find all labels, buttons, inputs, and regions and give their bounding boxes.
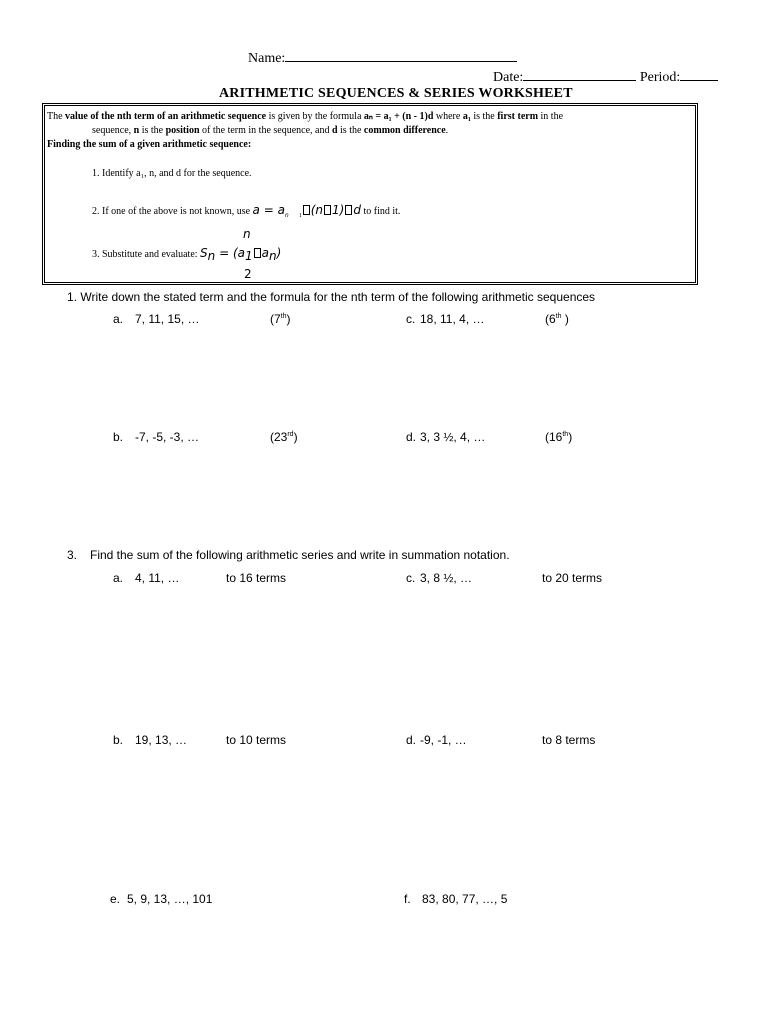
date-blank[interactable] — [523, 66, 636, 81]
q3-f-sequence: 83, 80, 77, …, 5 — [422, 892, 508, 906]
name-field[interactable] — [248, 47, 517, 67]
question-1-prompt: 1. Write down the stated term and the formula for the nth term of the following arithmetic sequences — [67, 290, 596, 304]
q1-d-label: d. — [406, 430, 417, 444]
q1-d-term: (16th) — [545, 430, 573, 444]
step-3: 3. Substitute and evaluate: $S_n = (a_1$ $a_n$) — [92, 246, 282, 263]
missing-glyph-icon — [324, 205, 331, 215]
nth-term-formula: aₙ = a₁ + (n - 1)d — [363, 111, 434, 122]
missing-glyph-icon — [345, 205, 352, 215]
q1-c-term: (6th ) — [545, 312, 569, 326]
missing-glyph-icon — [254, 248, 261, 258]
q3-c-label: c. — [406, 571, 416, 585]
sum-heading: Finding the sum of a given arithmetic sequence: — [47, 139, 252, 150]
name-label: Name: — [248, 51, 286, 66]
q1-c-label: c. — [406, 312, 416, 326]
q1-a-term: (7th) — [270, 312, 291, 326]
sum-formula-denominator: 2 — [244, 267, 252, 281]
q3-b-sequence: 19, 13, … — [135, 733, 188, 747]
q3-b-terms: to 10 terms — [226, 733, 287, 747]
q3-d-label: d. — [406, 733, 417, 747]
period-blank[interactable] — [680, 66, 718, 81]
question-3-number: 3. — [67, 548, 78, 562]
q1-a-label: a. — [113, 312, 124, 326]
date-period-row — [493, 66, 718, 86]
nth-term-definition-line1: The value of the nth term of an arithmetic sequence is given by the formula aₙ = a₁ + (n - 1)d where a₁ is the first term in the — [47, 111, 564, 122]
q1-b-label: b. — [113, 430, 124, 444]
sum-formula-n-numerator: n — [243, 227, 251, 241]
missing-glyph-icon — [303, 205, 310, 215]
page-title: ARITHMETIC SEQUENCES & SERIES WORKSHEET — [219, 86, 573, 101]
q3-e-sequence: 5, 9, 13, …, 101 — [127, 892, 213, 906]
q3-c-sequence: 3, 8 ½, … — [420, 571, 473, 585]
q3-e-label: e. — [110, 892, 121, 906]
step-2: 2. If one of the above is not known, use $a = a_n$ $_1$ (n 1) d to find it. — [92, 203, 401, 219]
q3-b-label: b. — [113, 733, 124, 747]
q3-d-terms: to 8 terms — [542, 733, 596, 747]
nth-term-definition-line2: sequence, n is the position of the term in the sequence, and d is the common difference. — [92, 125, 449, 136]
q1-b-sequence: -7, -5, -3, … — [135, 430, 200, 444]
q3-c-terms: to 20 terms — [542, 571, 603, 585]
q1-a-sequence: 7, 11, 15, … — [135, 312, 200, 326]
name-blank[interactable] — [285, 47, 517, 62]
step-1: 1. Identify a₁, n, and d for the sequence. — [92, 168, 252, 179]
q3-a-terms: to 16 terms — [226, 571, 287, 585]
q1-b-term: (23rd) — [270, 430, 298, 444]
q3-f-label: f. — [404, 892, 411, 906]
q3-a-sequence: 4, 11, … — [135, 571, 180, 585]
question-3-prompt: Find the sum of the following arithmetic series and write in summation notation. — [90, 548, 510, 562]
period-label: Period: — [639, 70, 681, 85]
q3-d-sequence: -9, -1, … — [420, 733, 467, 747]
date-label: Date: — [493, 70, 524, 85]
q3-a-label: a. — [113, 571, 124, 585]
q1-c-sequence: 18, 11, 4, … — [420, 312, 485, 326]
q1-d-sequence: 3, 3 ½, 4, … — [420, 430, 486, 444]
